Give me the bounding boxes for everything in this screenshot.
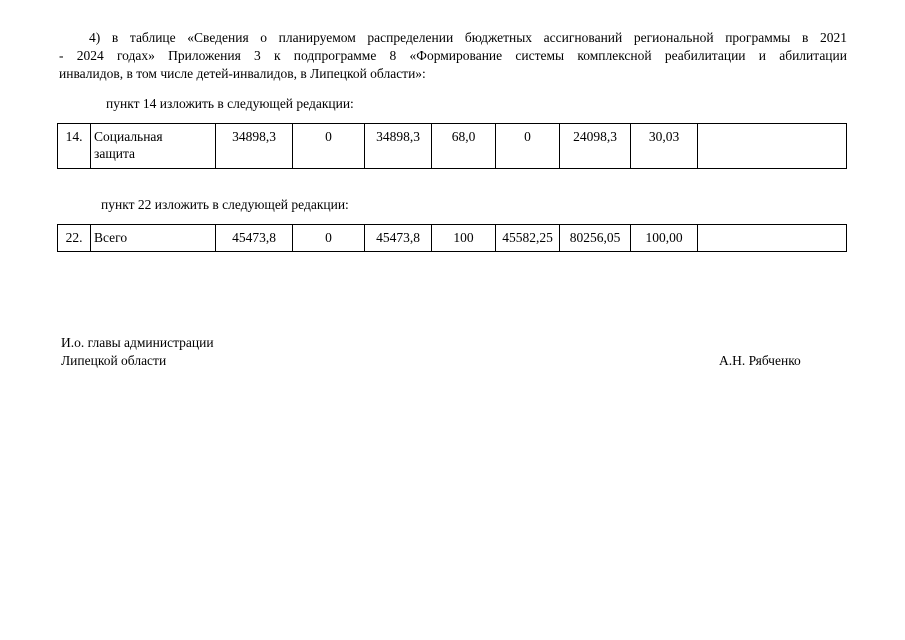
table-cell: 45473,8	[365, 225, 432, 252]
item-14-heading: пункт 14 изложить в следующей редакции:	[106, 96, 354, 111]
table-cell: 45582,25	[496, 225, 560, 252]
table-cell-empty	[698, 225, 847, 252]
intro-line-2: - 2024 годах» Приложения 3 к подпрограмме 8 «Формирование системы комплексной реабилитации и абилитации	[59, 48, 847, 63]
item-14-table	[57, 123, 847, 169]
table-cell: 34898,3	[216, 124, 293, 169]
table-cell: 0	[496, 124, 560, 169]
intro-line-3: инвалидов, в том числе детей-инвалидов, в Липецкой области»:	[59, 66, 426, 81]
table-cell: 0	[293, 124, 365, 169]
intro-line-1: 4) в таблице «Сведения о планируемом распределении бюджетных ассигнований региональной программы в 2021	[89, 30, 847, 45]
item-22-table	[57, 224, 847, 252]
signatory-position	[61, 334, 214, 370]
signatory-position-line-1: И.о. главы администрации	[61, 335, 214, 350]
table-cell: 45473,8	[216, 225, 293, 252]
table-cell: 0	[293, 225, 365, 252]
table-cell: 30,03	[631, 124, 698, 169]
row-number: 22.	[58, 225, 91, 252]
row-name-line-2: защита	[94, 146, 136, 161]
row-name-line-1: Социальная	[94, 129, 163, 144]
table-cell: 80256,05	[560, 225, 631, 252]
row-number: 14.	[58, 124, 91, 169]
table-cell-empty	[698, 124, 847, 169]
table-cell: 24098,3	[560, 124, 631, 169]
row-name: Всего	[91, 225, 216, 252]
item-22-heading: пункт 22 изложить в следующей редакции:	[101, 197, 349, 212]
table-cell: 68,0	[432, 124, 496, 169]
signatory-name: А.Н. Рябченко	[719, 353, 801, 368]
table-row	[58, 225, 847, 252]
table-cell: 100	[432, 225, 496, 252]
table-row	[58, 124, 847, 169]
table-cell: 34898,3	[365, 124, 432, 169]
table-cell: 100,00	[631, 225, 698, 252]
row-name	[91, 124, 216, 169]
signatory-position-line-2: Липецкой области	[61, 353, 167, 368]
intro-paragraph	[59, 29, 847, 83]
